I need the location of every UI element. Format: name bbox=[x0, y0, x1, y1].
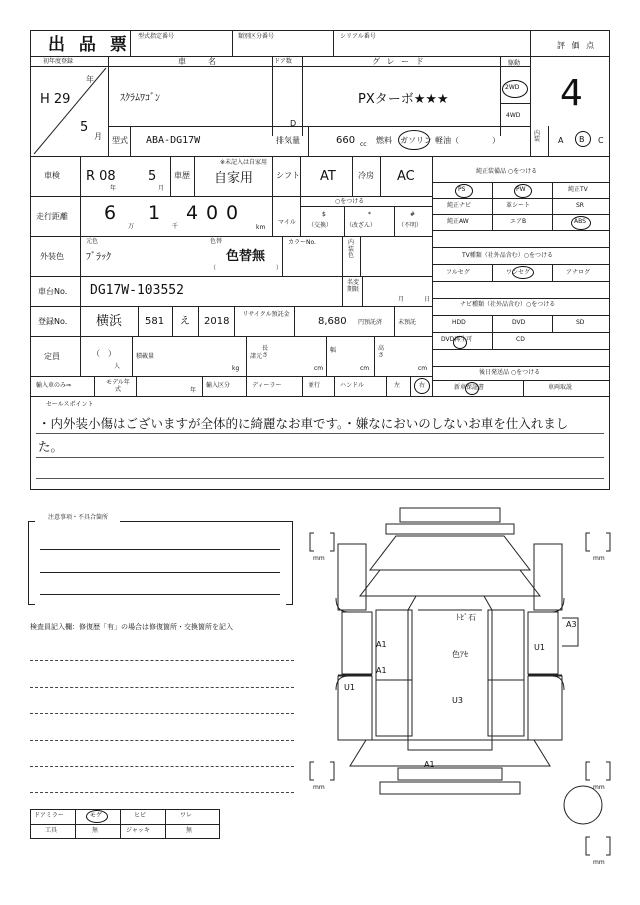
history-label: 車歴 bbox=[174, 171, 190, 180]
mark-u3: U3 bbox=[452, 696, 463, 705]
mileage-km: km bbox=[256, 224, 266, 231]
mark-a1-bottom: A1 bbox=[424, 760, 435, 769]
nav-cd: CD bbox=[516, 336, 525, 343]
mileage-star-sub: （改ざん） bbox=[346, 222, 377, 229]
equip-ps: PS bbox=[458, 186, 466, 193]
import-parallel: 並行 bbox=[308, 382, 321, 389]
history-value: 自家用 bbox=[214, 171, 254, 186]
nav-dvd: DVD bbox=[512, 319, 526, 326]
equip-leather: 革シート bbox=[506, 202, 531, 209]
inspection-year-unit: 年 bbox=[110, 185, 117, 192]
serial-label: シリアル番号 bbox=[340, 33, 376, 40]
mm-3: mm bbox=[313, 784, 325, 791]
ac-value: AC bbox=[397, 169, 415, 184]
sales-label: セールスポイント bbox=[46, 401, 94, 408]
model-cert-label: 型式指定番号 bbox=[138, 33, 175, 40]
load-kg: kg bbox=[232, 365, 240, 372]
equip-airbag: エアB bbox=[510, 218, 527, 225]
repaint-label: 色替 bbox=[210, 238, 223, 245]
mark-tobiishi: ﾄﾋﾞ石 bbox=[456, 613, 476, 622]
interior-color-label: 内装色 bbox=[348, 239, 355, 260]
later-title: 後日発送品 ○をつける bbox=[479, 369, 541, 376]
displacement: 660 bbox=[336, 135, 356, 146]
later-manual: 車両取説 bbox=[548, 384, 573, 391]
reg-city: 横浜 bbox=[96, 314, 123, 329]
doors-label: ドア数 bbox=[274, 58, 292, 65]
mileage-d5: 0 bbox=[226, 202, 239, 224]
mark-a3: A3 bbox=[566, 620, 577, 629]
repaint-value: 色替無 bbox=[226, 249, 266, 264]
mm-2: mm bbox=[593, 555, 605, 562]
mileage-mile: マイル bbox=[278, 219, 296, 226]
drive-4wd: 4WD bbox=[506, 112, 521, 119]
tv-analog: アナログ bbox=[566, 269, 591, 276]
mirror-h4: ワレ bbox=[180, 812, 193, 819]
mm-4: mm bbox=[593, 784, 605, 791]
inspection-value: R 08 bbox=[86, 169, 116, 184]
mirror-r3: ジャッキ bbox=[126, 827, 150, 834]
recycle-value: 8,680 bbox=[318, 316, 347, 327]
later-warranty: 新車保証書 bbox=[454, 384, 485, 391]
import-class-label: 輸入区分 bbox=[206, 382, 231, 389]
mileage-sen: 千 bbox=[172, 223, 179, 230]
mileage-d2: 1 bbox=[148, 202, 161, 224]
mileage-hash: # bbox=[410, 211, 416, 218]
sales-line1: ・内外装小傷はございますが全体的に綺麗なお車です。・嫌なにおいのしないお車を仕入れまし bbox=[38, 416, 569, 431]
tv-fullseg: フルセグ bbox=[446, 269, 470, 276]
mileage-d1: 6 bbox=[104, 202, 117, 224]
interior-c: C bbox=[598, 136, 604, 145]
equip-sr: SR bbox=[576, 202, 584, 209]
grade-label: グ レ ー ド bbox=[372, 57, 426, 66]
mileage-circle-note: ○をつける bbox=[335, 198, 365, 205]
equip-tv: 純正TV bbox=[568, 186, 588, 193]
equip-abs: ABS bbox=[574, 218, 586, 225]
displacement-label: 排気量 bbox=[276, 136, 300, 145]
mileage-dollar: $ bbox=[322, 211, 326, 218]
equip-title: 純正装備品 ○をつける bbox=[476, 168, 538, 175]
reg-kana: え bbox=[180, 316, 190, 327]
recycle-none: 未預託 bbox=[398, 319, 417, 326]
fuel-close: ） bbox=[492, 136, 500, 145]
mark-u1-left: U1 bbox=[344, 683, 355, 692]
handle-label: ハンドル bbox=[340, 382, 365, 389]
mirror-h2: モゲ bbox=[90, 812, 103, 819]
mark-iroase: 色ｱｾ bbox=[452, 650, 468, 659]
cc-unit: cc bbox=[360, 141, 367, 148]
nav-sd: SD bbox=[576, 319, 585, 326]
handle-right: 右 bbox=[419, 382, 426, 389]
fuel-gas: ガソリン bbox=[400, 136, 432, 145]
import-label: 輸入車のみ⇒ bbox=[36, 382, 72, 389]
import-dealer: ディーラー bbox=[252, 382, 282, 389]
sheet-title: 出 品 票 bbox=[48, 35, 131, 55]
inspection-month: 5 bbox=[148, 169, 157, 184]
mirror-r1: 工具 bbox=[45, 827, 58, 834]
date-slash bbox=[30, 66, 108, 156]
recycle-label: リサイクル預託金 bbox=[242, 311, 290, 318]
mark-a1-top: A1 bbox=[376, 640, 387, 649]
nav-hdd: HDD bbox=[452, 319, 466, 326]
tv-oneseg: ワンセグ bbox=[506, 269, 531, 276]
mileage-man: 万 bbox=[128, 223, 135, 230]
ac-label: 冷房 bbox=[358, 171, 374, 180]
mileage-dollar-sub: （交換） bbox=[308, 222, 333, 229]
mileage-star: * bbox=[368, 211, 371, 218]
capacity-paren: （ ） bbox=[92, 349, 116, 358]
first-reg-era: H 29 bbox=[40, 92, 71, 107]
orig-color-value: ﾌﾞﾗｯｸ bbox=[86, 252, 111, 263]
reg-year: 2018 bbox=[204, 316, 230, 327]
height-label: 高さ bbox=[378, 345, 385, 359]
equip-aw: 純正AW bbox=[447, 218, 469, 225]
mirror-r2: 無 bbox=[92, 827, 99, 834]
inspection-label: 車検 bbox=[44, 171, 60, 180]
name-label: 車 名 bbox=[178, 57, 218, 66]
first-reg-label: 初年度登録 bbox=[43, 58, 74, 65]
type-value: ABA-DG17W bbox=[146, 135, 201, 146]
grade-value: PXターボ★★★ bbox=[358, 92, 449, 107]
shift-label: シフト bbox=[276, 171, 300, 180]
door-d: D bbox=[290, 119, 297, 128]
equip-pw: PW bbox=[516, 186, 526, 193]
drive-2wd: 2WD bbox=[505, 84, 520, 91]
mileage-d3: 4 bbox=[186, 202, 199, 224]
mark-a1-mid: A1 bbox=[376, 666, 387, 675]
registration-label: 登録No. bbox=[38, 317, 68, 326]
eval-score: 4 bbox=[560, 73, 583, 114]
car-name: ｽｸﾗﾑﾜｺﾞﾝ bbox=[120, 93, 160, 104]
handle-left: 左 bbox=[394, 382, 401, 389]
length-cm: cm bbox=[314, 365, 324, 372]
exterior-color-label: 外装色 bbox=[40, 252, 64, 261]
drive-label: 駆動 bbox=[508, 60, 521, 67]
inspector-label: 検査員記入欄：修復歴「有」の場合は修復箇所・交換箇所を記入 bbox=[30, 623, 233, 631]
first-reg-month: 5 bbox=[80, 120, 89, 135]
history-note: ※未記入は自家用 bbox=[220, 159, 268, 166]
width-cm: cm bbox=[360, 365, 370, 372]
model-year-label: モデル年式 bbox=[106, 379, 130, 394]
width-label: 幅 bbox=[330, 347, 337, 354]
namechange-label: 名変期限 bbox=[347, 279, 360, 293]
mileage-label: 走行距離 bbox=[36, 212, 68, 221]
year-unit: 年 bbox=[86, 75, 94, 84]
tv-title: TV種類（社外品含む）○をつける bbox=[462, 252, 554, 259]
recycle-unit: 円預託済 bbox=[358, 319, 383, 326]
length-label: 長さ bbox=[262, 345, 269, 359]
interior-label: 内装 bbox=[534, 130, 541, 143]
mm-5: mm bbox=[593, 859, 605, 866]
namechange-month: 月 bbox=[398, 296, 405, 303]
chassis-label: 車台No. bbox=[38, 287, 68, 296]
nav-dvd-play: DVD再生可 bbox=[441, 336, 473, 343]
reg-num: 581 bbox=[145, 316, 165, 327]
chassis-value: DG17W-103552 bbox=[90, 283, 184, 298]
mark-u1-right: U1 bbox=[534, 643, 545, 652]
capacity-label: 定員 bbox=[44, 352, 60, 361]
month-unit: 月 bbox=[94, 132, 102, 141]
paren-open: （ bbox=[210, 265, 217, 272]
height-cm: cm bbox=[418, 365, 428, 372]
type-label: 型式 bbox=[112, 136, 128, 145]
eval-label: 評 価 点 bbox=[557, 41, 597, 50]
sales-line2: た。 bbox=[38, 439, 64, 454]
shift-value: AT bbox=[320, 169, 336, 184]
inspection-month-unit: 月 bbox=[158, 185, 165, 192]
interior-b: B bbox=[579, 135, 585, 144]
caution-label: 注意事項・不具合箇所 bbox=[48, 514, 109, 521]
equip-navi: 純正ナビ bbox=[447, 202, 472, 209]
category-label: 類別区分番号 bbox=[238, 33, 275, 40]
namechange-day: 日 bbox=[424, 296, 431, 303]
interior-a: A bbox=[558, 136, 564, 145]
load-label: 積載量 bbox=[136, 353, 155, 360]
color-no-label: カラーNo. bbox=[288, 239, 316, 246]
mileage-hash-sub: （不明） bbox=[398, 222, 423, 229]
model-year-unit: 年 bbox=[190, 387, 197, 394]
capacity-unit: 人 bbox=[114, 363, 121, 370]
mm-1: mm bbox=[313, 555, 325, 562]
dims-label: 諸元 bbox=[250, 353, 263, 360]
mileage-d4: 0 bbox=[206, 202, 219, 224]
mirror-r4: 無 bbox=[186, 827, 193, 834]
paren-close: ） bbox=[276, 265, 283, 272]
orig-color-label: 元色 bbox=[86, 238, 99, 245]
fuel-label: 燃料 bbox=[376, 136, 392, 145]
mirror-h1: ドアミラー bbox=[34, 812, 64, 819]
fuel-diesel: 軽油（ bbox=[435, 136, 459, 145]
mirror-h3: ヒビ bbox=[134, 812, 147, 819]
nav-title: ナビ種類（社外品含む）○をつける bbox=[460, 301, 556, 308]
